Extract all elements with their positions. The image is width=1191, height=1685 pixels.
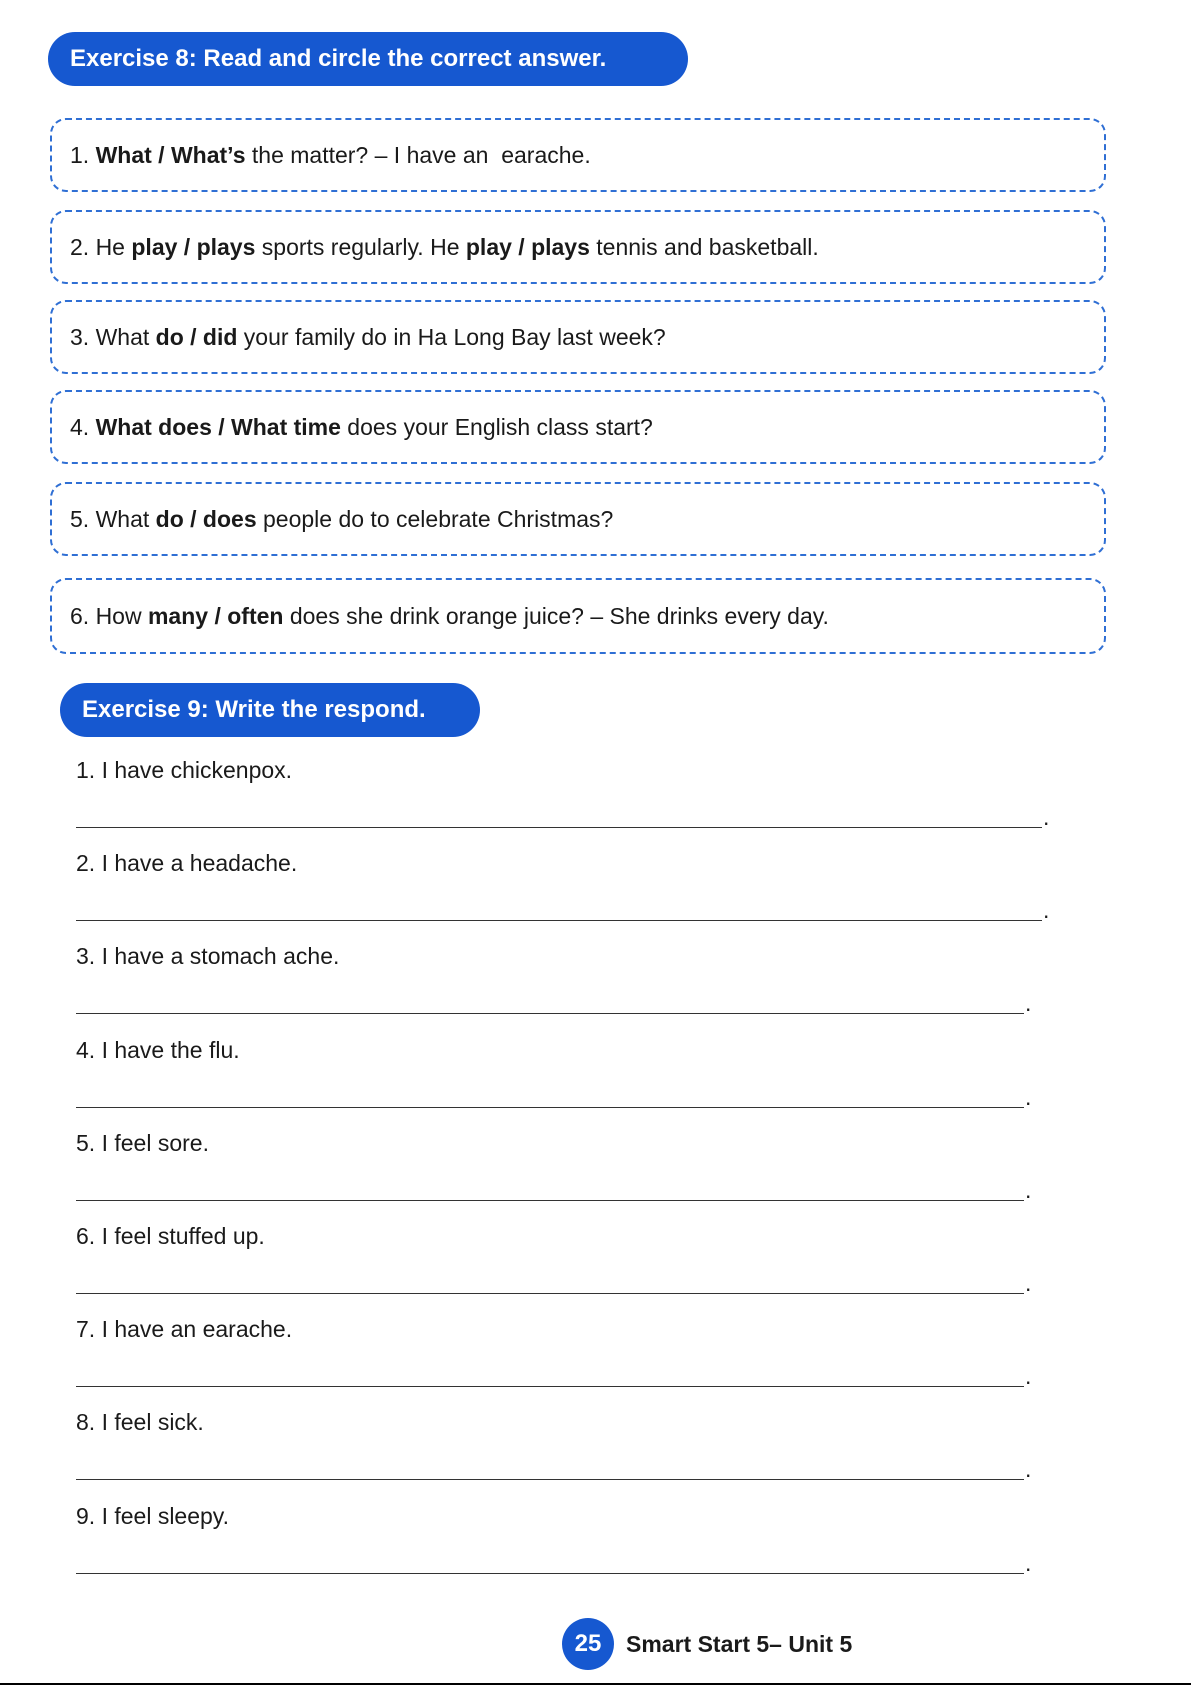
prompt-text: 4. I have the flu. xyxy=(76,1036,240,1063)
question-segment: 4. xyxy=(70,413,96,440)
question-box xyxy=(50,578,1106,654)
line-end-period: . xyxy=(1043,804,1050,830)
answer-line[interactable] xyxy=(76,920,1042,921)
answer-options[interactable]: What does / What time xyxy=(95,413,341,440)
answer-line[interactable] xyxy=(76,1479,1024,1480)
exercise-8-title: Exercise 8: Read and circle the correct answer. xyxy=(70,45,607,72)
answer-line[interactable] xyxy=(76,1293,1024,1294)
question-text xyxy=(70,603,829,630)
question-box xyxy=(50,390,1106,464)
answer-options[interactable]: many / often xyxy=(147,602,284,629)
question-segment: people do to celebrate Christmas? xyxy=(256,505,614,532)
question-segment: does your English class start? xyxy=(340,413,653,440)
question-box xyxy=(50,210,1106,284)
page-footer xyxy=(562,1618,852,1670)
exercise-8-heading xyxy=(48,32,688,86)
question-segment: 5. What xyxy=(70,505,156,532)
prompt-text: 2. I have a headache. xyxy=(76,850,298,877)
question-text xyxy=(70,506,613,533)
question-text xyxy=(70,234,819,261)
line-end-period: . xyxy=(1025,1270,1032,1296)
question-segment: 1. xyxy=(70,141,96,168)
question-segment: your family do in Ha Long Bay last week? xyxy=(237,323,666,350)
answer-line[interactable] xyxy=(76,1013,1024,1014)
question-segment: 6. How xyxy=(70,602,148,629)
line-end-period: . xyxy=(1025,1083,1032,1110)
question-segment: 2. He xyxy=(70,233,132,260)
question-box xyxy=(50,118,1106,192)
question-box xyxy=(50,482,1106,556)
prompt-text: 9. I feel sleepy. xyxy=(76,1502,229,1529)
answer-line[interactable] xyxy=(76,1573,1024,1574)
question-segment: tennis and basketball. xyxy=(589,233,819,260)
line-end-period: . xyxy=(1025,1549,1032,1576)
prompt-text: 1. I have chickenpox. xyxy=(76,757,293,783)
answer-line[interactable] xyxy=(76,1107,1024,1108)
question-segment: the matter? – I have an earache. xyxy=(245,141,591,168)
answer-options[interactable]: do / did xyxy=(155,323,238,350)
line-end-period: . xyxy=(1025,1456,1032,1483)
answer-options[interactable]: play / plays xyxy=(131,233,256,260)
answer-line[interactable] xyxy=(76,1386,1024,1387)
question-text xyxy=(70,142,591,169)
question-segment: 3. What xyxy=(70,323,156,350)
prompt-text: 5. I feel sore. xyxy=(76,1129,209,1156)
prompt-text: 6. I feel stuffed up. xyxy=(76,1223,265,1249)
question-box xyxy=(50,300,1106,374)
prompt-text: 3. I have a stomach ache. xyxy=(76,943,340,970)
prompt-text: 8. I feel sick. xyxy=(76,1409,204,1436)
answer-options[interactable]: What / What’s xyxy=(95,141,246,168)
question-text xyxy=(70,324,666,351)
line-end-period: . xyxy=(1025,1363,1032,1390)
prompt-text: 7. I have an earache. xyxy=(76,1316,293,1343)
answer-options[interactable]: play / plays xyxy=(465,233,590,260)
book-title: Smart Start 5– Unit 5 xyxy=(626,1630,853,1657)
page-number-badge: 25 xyxy=(562,1618,614,1670)
exercise-9-title: Exercise 9: Write the respond. xyxy=(82,696,426,723)
answer-line[interactable] xyxy=(76,827,1042,828)
line-end-period: . xyxy=(1043,897,1050,924)
question-text xyxy=(70,414,653,441)
line-end-period: . xyxy=(1025,1176,1032,1203)
exercise-9-heading xyxy=(60,683,480,737)
answer-options[interactable]: do / does xyxy=(155,505,257,532)
question-segment: does she drink orange juice? – She drinks every day. xyxy=(283,602,829,629)
question-segment: sports regularly. He xyxy=(255,233,466,260)
answer-line[interactable] xyxy=(76,1200,1024,1201)
line-end-period: . xyxy=(1025,990,1032,1017)
